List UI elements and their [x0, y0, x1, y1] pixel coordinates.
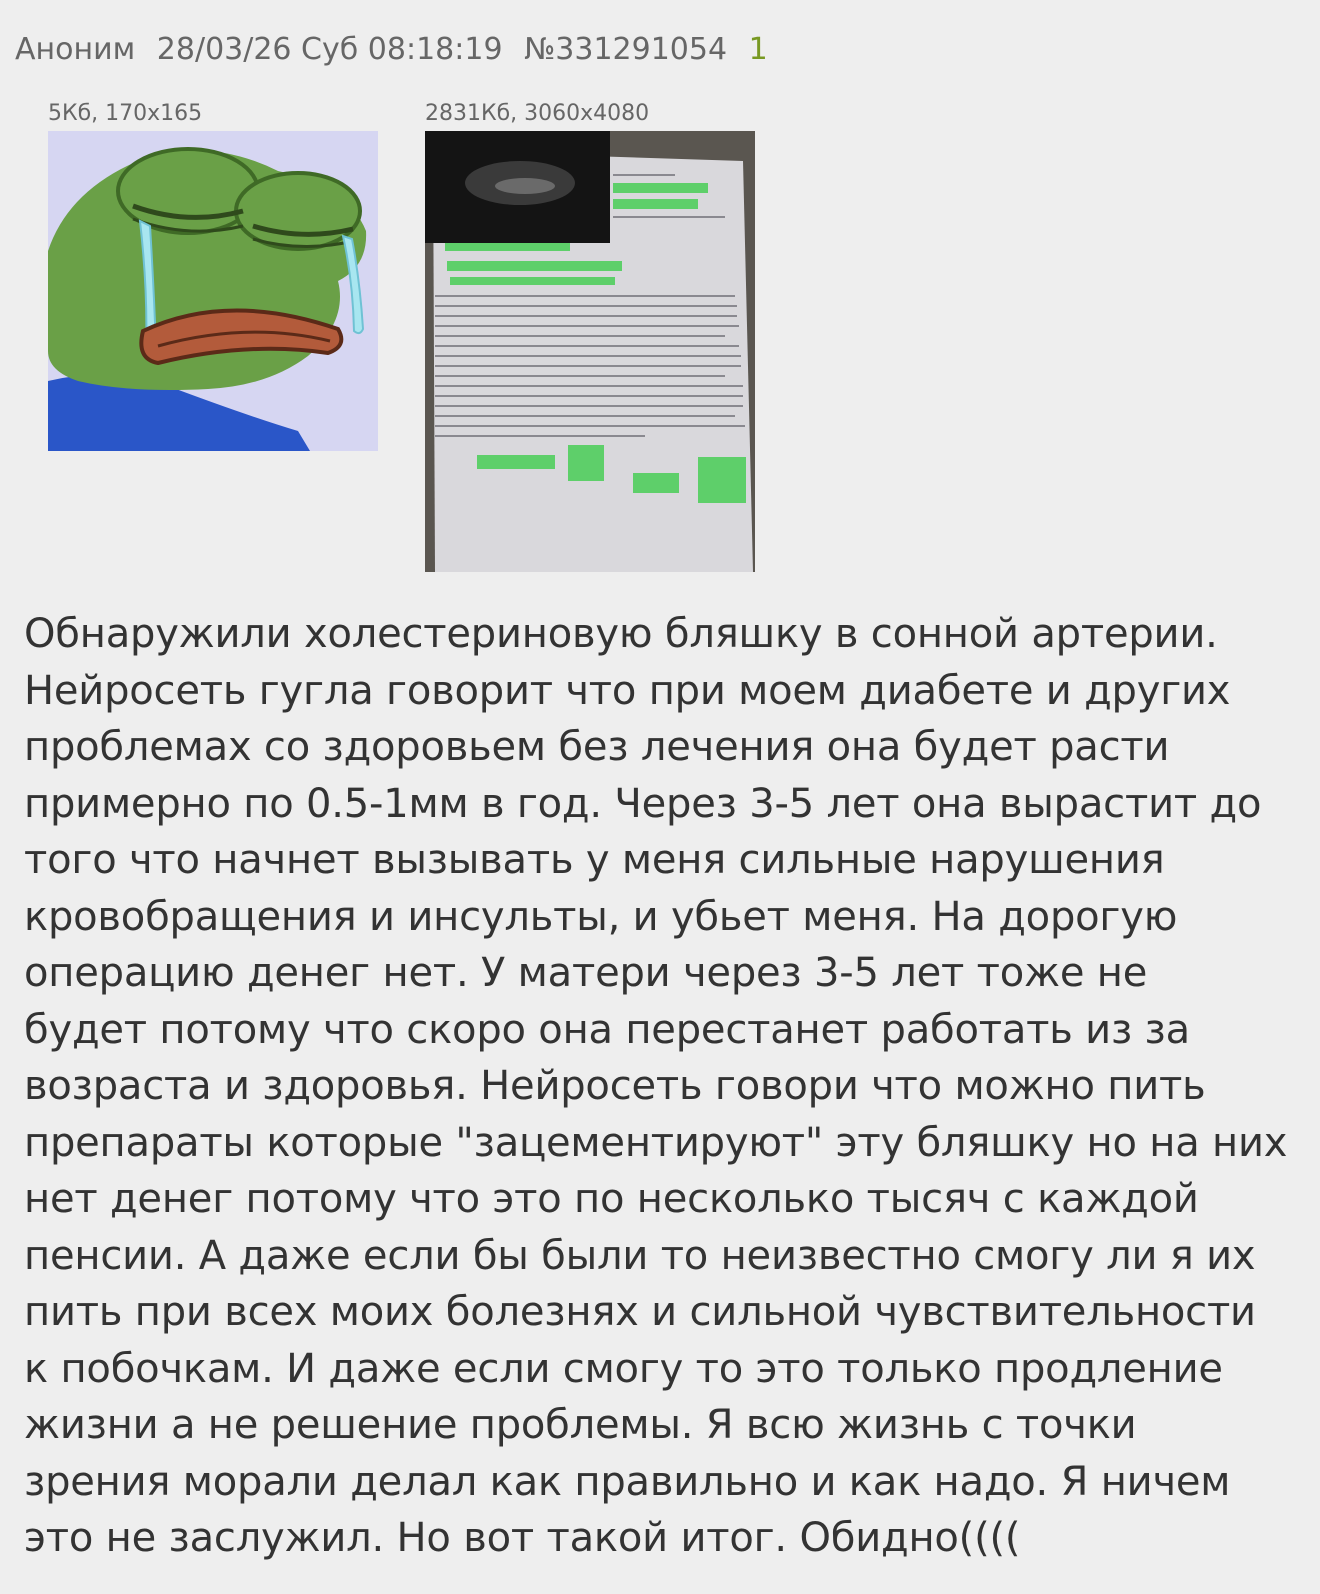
- ultrasound-report-photo[interactable]: [425, 131, 755, 572]
- reply-count-link[interactable]: 1: [748, 32, 768, 67]
- attachment-2: [425, 100, 755, 572]
- post-header: [15, 28, 780, 72]
- post-author: Аноним: [15, 32, 136, 67]
- attachment-1: [48, 100, 378, 451]
- file-info-2[interactable]: 2831Кб, 3060x4080: [425, 101, 650, 126]
- crying-frog-image[interactable]: [48, 131, 378, 451]
- post-date: 28/03/26 Суб 08:18:19: [156, 32, 503, 67]
- file-info-1[interactable]: 5Кб, 170x165: [48, 101, 203, 126]
- post-number-link[interactable]: №331291054: [524, 32, 728, 67]
- post-message: Обнаружили холестериновую бляшку в сонной артерии. Нейросеть гугла говорит что при моем диабете и других проблемах со здоровьем без лечения она будет расти примерно по 0.5-1мм в год. Через 3-5 лет она вырастит до того что начнет вызывать у меня сильные нарушения кровобращения и инсульты, и убьет меня. На дорогую операцию денег нет. У матери через 3-5 лет тоже не будет потому что скоро она перестанет работать из за возраста и здоровья. Нейросеть говори что можно пить препараты которые "зацементируют" эту бляшку но на них нет денег потому что это по несколько тысяч с каждой пенсии. А даже если бы были то неизвестно смогу ли я их пить при всех моих болезнях и сильной чувствительности к побочкам. И даже если смогу то это только продление жизни а не решение проблемы. Я всю жизнь с точки зрения морали делал как правильно и как надо. Я ничем это не заслужил. Но вот такой итог. Обидно((((: [24, 611, 1288, 1561]
